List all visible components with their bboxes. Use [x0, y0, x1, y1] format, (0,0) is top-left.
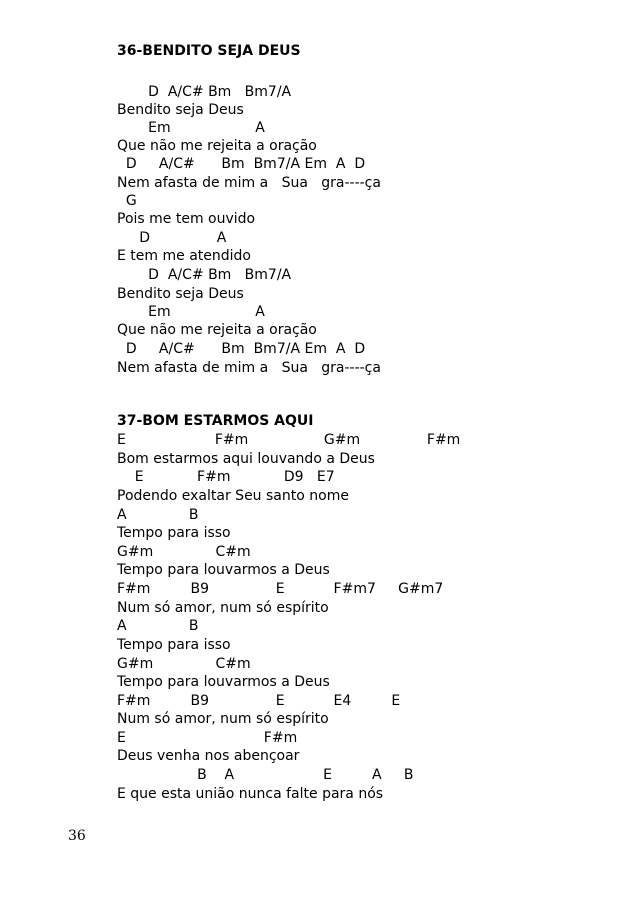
lyric-line: Num só amor, num só espírito: [117, 600, 329, 616]
lyric-line: Tempo para louvarmos a Deus: [117, 562, 330, 578]
song-title: 36-BENDITO SEJA DEUS: [117, 43, 301, 59]
lyric-line: Tempo para isso: [117, 637, 231, 653]
page-number: 36: [68, 828, 86, 844]
lyric-line: Num só amor, num só espírito: [117, 711, 329, 727]
lyric-line: Bom estarmos aqui louvando a Deus: [117, 451, 375, 467]
lyric-line: Nem afasta de mim a Sua gra----ça: [117, 175, 381, 191]
lyric-line: E tem me atendido: [117, 248, 251, 264]
lyric-line: Deus venha nos abençoar: [117, 748, 300, 764]
chord-line: Em A: [117, 120, 265, 136]
lyric-line: Bendito seja Deus: [117, 286, 244, 302]
chord-line: D A/C# Bm Bm7/A: [117, 84, 292, 100]
lyric-line: Tempo para isso: [117, 525, 231, 541]
chord-line: G#m C#m: [117, 656, 251, 672]
chord-line: A B: [117, 618, 199, 634]
chord-line: D A/C# Bm Bm7/A Em A D: [117, 341, 366, 357]
chord-line: B A E A B: [117, 767, 414, 783]
lyric-line: Bendito seja Deus: [117, 102, 244, 118]
song-title: 37-BOM ESTARMOS AQUI: [117, 413, 314, 429]
lyric-line: Pois me tem ouvido: [117, 211, 256, 227]
chord-line: A B: [117, 507, 199, 523]
lyric-line: Que não me rejeita a oração: [117, 322, 317, 338]
chord-line: E F#m G#m F#m: [117, 432, 461, 448]
chord-line: F#m B9 E E4 E: [117, 693, 401, 709]
chord-line: G#m C#m: [117, 544, 251, 560]
chord-line: D A/C# Bm Bm7/A: [117, 267, 292, 283]
chord-line: D A: [117, 230, 227, 246]
lyric-line: Nem afasta de mim a Sua gra----ça: [117, 360, 381, 376]
chord-line: Em A: [117, 304, 265, 320]
lyric-line: Podendo exaltar Seu santo nome: [117, 488, 349, 504]
lyric-line: Tempo para louvarmos a Deus: [117, 674, 330, 690]
lyric-line: Que não me rejeita a oração: [117, 138, 317, 154]
chord-line: F#m B9 E F#m7 G#m7: [117, 581, 444, 597]
chord-line: G: [117, 193, 137, 209]
lyric-line: E que esta união nunca falte para nós: [117, 786, 384, 802]
chord-line: E F#m: [117, 730, 298, 746]
chord-line: D A/C# Bm Bm7/A Em A D: [117, 156, 366, 172]
chord-line: E F#m D9 E7: [117, 469, 335, 485]
